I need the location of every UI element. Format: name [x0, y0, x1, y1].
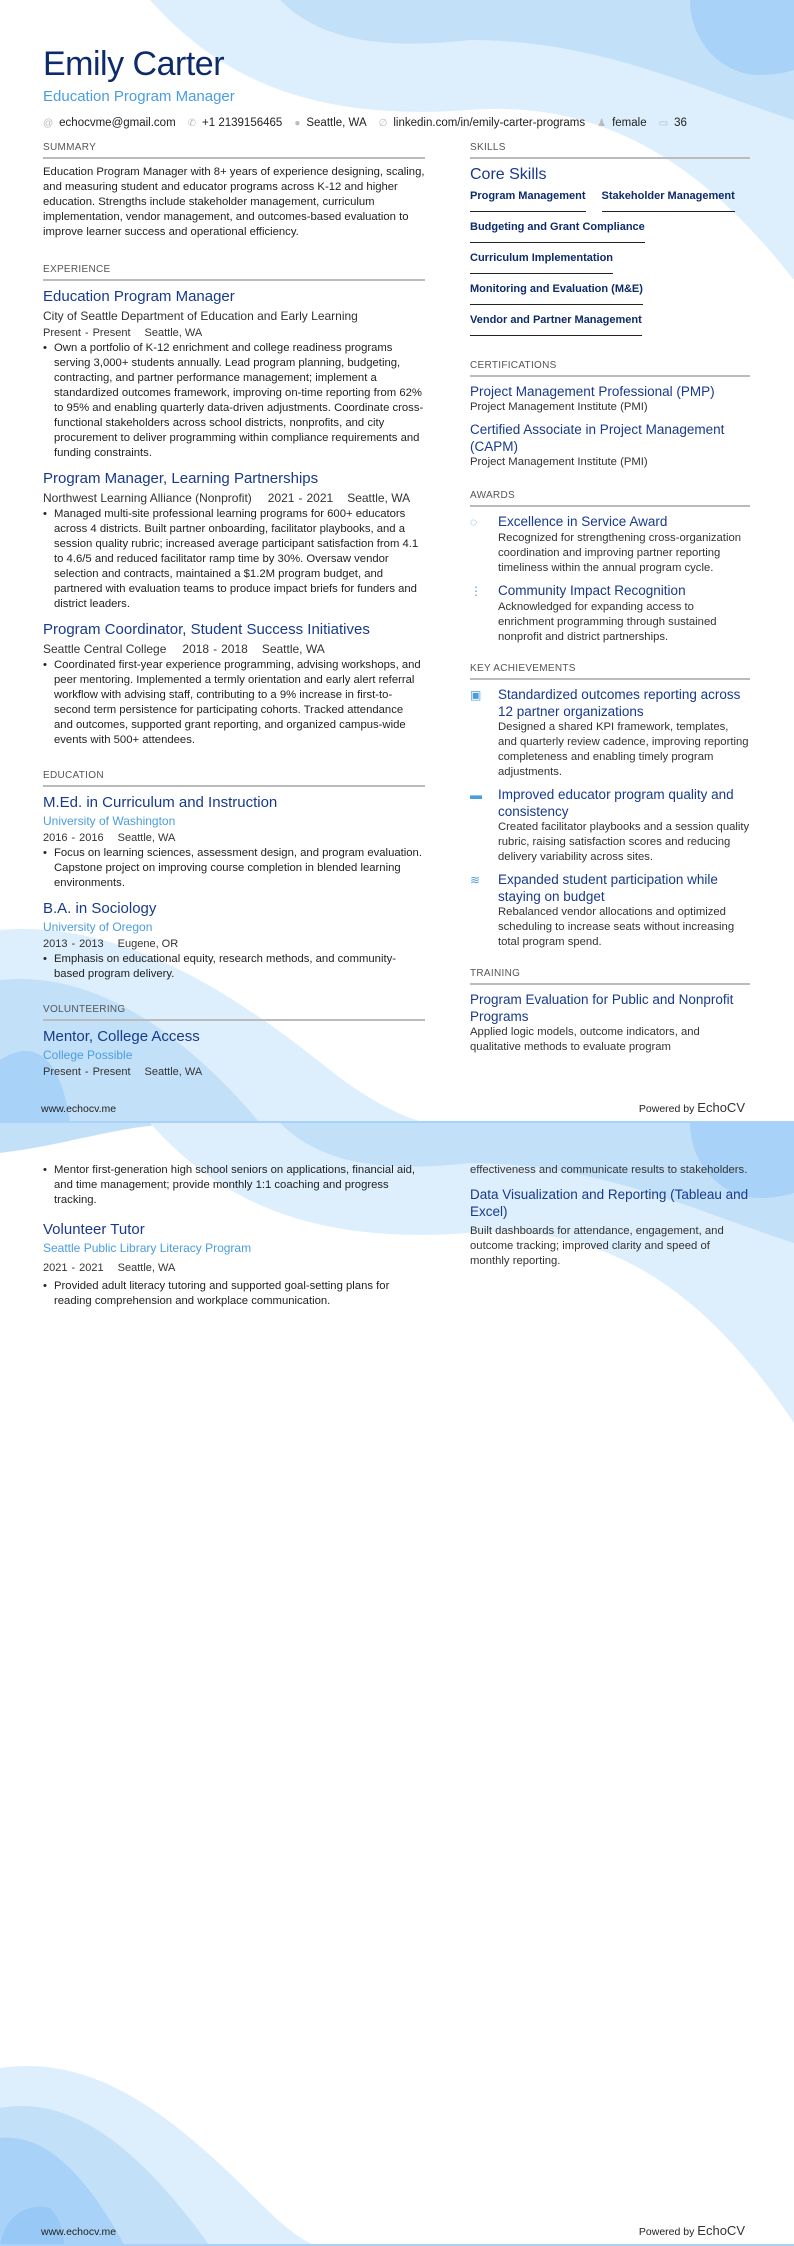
link-icon: ∅: [378, 117, 388, 129]
job-location: Seattle, WA: [347, 491, 411, 505]
page-footer: [41, 2223, 745, 2238]
start-date: Present: [43, 327, 81, 339]
job-meta: Present - Present Seattle, WA: [43, 327, 203, 339]
job-meta: Northwest Learning Alliance (Nonprofit) 2021 - 2021 Seattle, WA: [43, 491, 411, 505]
training-desc: Applied logic models, outcome indicators, and qualitative methods to evaluate program: [470, 1026, 700, 1053]
skill-tag: Vendor and Partner Management: [470, 313, 642, 336]
achievement-item: [470, 871, 750, 950]
skill-list: [470, 189, 750, 344]
certification-issuer: Project Management Institute (PMI): [470, 456, 648, 468]
award-title: Community Impact Recognition: [498, 583, 686, 598]
award-item: [470, 513, 750, 576]
start-date: 2018: [182, 642, 210, 656]
footer-powered-by: [639, 2223, 745, 2238]
section-heading: EXPERIENCE: [43, 264, 425, 281]
education-item: [43, 899, 425, 982]
start-date: 2016: [43, 832, 68, 844]
volunteering-item: [43, 1027, 425, 1080]
end-date: 2013: [79, 938, 104, 950]
candidate-title: Education Program Manager: [43, 88, 235, 105]
section-heading: CERTIFICATIONS: [470, 360, 750, 377]
experience-item: [43, 469, 425, 612]
powered-by-text: Powered by: [638, 1103, 695, 1115]
section-heading: AWARDS: [470, 490, 750, 507]
volunteer-bullet: • Mentor first-generation high school seniors on applications, financial aid, and time management; provide monthly 1:1 coaching and progress tracking.: [43, 1163, 425, 1208]
brand-logo: EchoCV: [697, 1100, 745, 1115]
right-column-continued: [470, 1163, 750, 1269]
contact-value: 36: [674, 117, 687, 129]
award-title: Excellence in Service Award: [498, 514, 668, 529]
section-heading: VOLUNTEERING: [43, 1004, 425, 1021]
job-bullet: • Managed multi-site professional learning programs for 600+ educators across 4 districts. Built partner onboarding, facilitator playbooks, and a session quality rubric; increased average participant satisfaction from 4.1 to 4.6/5 and reduced facilitator ramp time by 30%. Oversaw vendor selection and contracts, maintained a $1.2M program budget, and partnered with evaluation teams to produce impact briefs for funders and district leaders.: [43, 507, 425, 612]
contact-age: [659, 117, 687, 129]
training-desc: effectiveness and communicate results to stakeholders.: [470, 1164, 748, 1176]
at-icon: @: [43, 117, 54, 129]
brand-logo: EchoCV: [697, 2223, 745, 2238]
education-meta: 2013 - 2013 Eugene, OR: [43, 938, 179, 950]
section-heading: EDUCATION: [43, 770, 425, 787]
certification-item: [470, 421, 750, 470]
school: University of Washington: [43, 814, 176, 828]
job-org: Seattle Central College: [43, 642, 167, 656]
job-org: City of Seattle Department of Education and Early Learning: [43, 309, 358, 323]
job-location: Seattle, WA: [261, 642, 325, 656]
job-org: Northwest Learning Alliance (Nonprofit): [43, 491, 252, 505]
end-date: 2016: [79, 832, 104, 844]
contact-value: female: [612, 117, 647, 129]
left-column: [43, 142, 425, 1080]
end-date: 2018: [221, 642, 248, 656]
contact-list: [43, 117, 763, 129]
training-item: [470, 1186, 750, 1269]
database-icon: ≋: [470, 873, 481, 887]
job-bullet: • Own a portfolio of K-12 enrichment and college readiness programs serving 3,000+ students annually. Lead program planning, budgeting, contracting, and partner performance management; implement a standardized outcomes framework, improving on-time reporting from 62% to 95% and enabling quarterly data-driven adjustments. Coordinate cross-functional stakeholders across school districts, nonprofits, and city procurement to deliver programming within compliance requirements and funding constraints.: [43, 341, 425, 461]
achievement-desc: Designed a shared KPI framework, templates, and quarterly review cadence, improving reporting completeness and enabling timely program adjustments.: [498, 721, 749, 778]
volunteer-org: Seattle Public Library Literacy Program: [43, 1241, 252, 1255]
contact-gender: [597, 117, 647, 129]
footer-powered-by: [639, 1100, 745, 1115]
location-icon: ●: [294, 117, 301, 129]
achievement-item: [470, 786, 750, 865]
achievement-desc: Rebalanced vendor allocations and optimized scheduling to increase seats without increasing total program spend.: [498, 906, 735, 948]
contact-value: linkedin.com/in/emily-carter-programs: [393, 117, 586, 129]
page-footer: [41, 1100, 745, 1115]
volunteer-org: College Possible: [43, 1048, 133, 1062]
volunteer-role: Volunteer Tutor: [43, 1221, 145, 1238]
certification-name: Certified Associate in Project Management (CAPM): [470, 422, 725, 454]
footer-site-link[interactable]: www.echocv.me: [41, 2226, 117, 2238]
resume-page-2: [0, 1123, 794, 2246]
footer-site-link[interactable]: www.echocv.me: [41, 1103, 117, 1115]
degree: M.Ed. in Curriculum and Instruction: [43, 794, 278, 811]
job-location: Seattle, WA: [144, 327, 203, 339]
contact-value: +1 2139156465: [202, 117, 283, 129]
start-date: 2021: [43, 1262, 68, 1274]
section-heading: SUMMARY: [43, 142, 425, 159]
experience-item: [43, 287, 425, 461]
skill-tag: Monitoring and Evaluation (M&E): [470, 282, 643, 305]
contact-linkedin[interactable]: [379, 117, 585, 129]
phone-icon: ✆: [187, 117, 197, 129]
achievement-item: [470, 686, 750, 780]
start-date: Present: [43, 1066, 81, 1078]
skill-tag: Budgeting and Grant Compliance: [470, 220, 645, 243]
header: [43, 44, 763, 129]
start-date: 2013: [43, 938, 68, 950]
start-date: 2021: [267, 491, 295, 505]
training-desc: Built dashboards for attendance, engagement, and outcome tracking; improved clarity and speed of monthly reporting.: [470, 1225, 724, 1267]
education-location: Seattle, WA: [117, 832, 176, 844]
award-desc: Acknowledged for expanding access to enrichment programming through sustained nonprofit and district partnerships.: [498, 601, 717, 643]
training-title: Data Visualization and Reporting (Tableau and Excel): [470, 1187, 749, 1219]
achievement-title: Standardized outcomes reporting across 12 partner organizations: [498, 687, 741, 719]
person-icon: ♟: [597, 117, 607, 129]
job-bullet: • Coordinated first-year experience programming, advising workshops, and peer mentoring. Implemented a termly orientation and early alert referral workflow with advising staff, contributing to a 9% increase in first-to-second term persistence for participating cohorts. Tracked attendance and outcomes, supported grant reporting, and organized campus-wide events with 500+ attendees.: [43, 658, 425, 748]
education-meta: 2016 - 2016 Seattle, WA: [43, 832, 176, 844]
contact-phone[interactable]: [188, 117, 283, 129]
section-heading: KEY ACHIEVEMENTS: [470, 663, 750, 680]
education-location: Eugene, OR: [117, 938, 179, 950]
calendar-icon: ▭: [658, 117, 669, 129]
certification-name: Project Management Professional (PMP): [470, 384, 715, 399]
bookmark-icon: ▣: [470, 688, 482, 702]
training-item: [470, 991, 750, 1055]
skill-tag: Stakeholder Management: [602, 189, 735, 212]
contact-value: Seattle, WA: [306, 117, 367, 129]
training-title: Program Evaluation for Public and Nonprofit Programs: [470, 992, 734, 1024]
achievement-title: Expanded student participation while staying on budget: [498, 872, 718, 904]
education-bullet: • Focus on learning sciences, assessment design, and program evaluation. Capstone project on improving course completion in blended learning environments.: [43, 846, 425, 891]
volunteer-meta: Present - Present Seattle, WA: [43, 1066, 203, 1078]
degree: B.A. in Sociology: [43, 900, 157, 917]
education-item: [43, 793, 425, 891]
volunteer-bullet: • Provided adult literacy tutoring and supported goal-setting plans for reading comprehension and workplace communication.: [43, 1279, 425, 1309]
contact-value: echocvme@gmail.com: [59, 117, 176, 129]
dots-vertical-icon: ⋮: [470, 584, 482, 598]
volunteering-item: [43, 1220, 425, 1309]
section-heading: SKILLS: [470, 142, 750, 159]
experience-item: [43, 620, 425, 748]
end-date: 2021: [79, 1262, 104, 1274]
volunteer-meta: 2021 - 2021 Seattle, WA: [43, 1262, 176, 1274]
candidate-name: Emily Carter: [43, 45, 225, 83]
volunteer-location: Seattle, WA: [117, 1262, 176, 1274]
job-meta: Seattle Central College 2018 - 2018 Seattle, WA: [43, 642, 325, 656]
school: University of Oregon: [43, 920, 153, 934]
summary-text: Education Program Manager with 8+ years of experience designing, scaling, and measuring student and educator programs across K-12 and higher education. Strengths include stakeholder management, curriculum implementation, vendor management, and outcomes-based evaluation to improve learner success and operational efficiency.: [43, 166, 425, 238]
certification-issuer: Project Management Institute (PMI): [470, 401, 648, 413]
powered-by-text: Powered by: [638, 2226, 695, 2238]
skill-tag: Program Management: [470, 189, 586, 212]
left-column-continued: [43, 1163, 425, 1309]
contact-email[interactable]: [43, 117, 176, 129]
achievement-title: Improved educator program quality and consistency: [498, 787, 734, 819]
dotted-circle-icon: ◌: [470, 515, 478, 529]
skill-group-title: Core Skills: [470, 166, 547, 183]
job-title: Education Program Manager: [43, 288, 235, 305]
job-title: Program Coordinator, Student Success Initiatives: [43, 621, 370, 638]
award-item: [470, 582, 750, 645]
skill-tag: Curriculum Implementation: [470, 251, 613, 274]
archive-icon: ▬: [470, 788, 482, 802]
end-date: Present: [92, 1066, 131, 1078]
volunteer-role: Mentor, College Access: [43, 1028, 200, 1045]
job-title: Program Manager, Learning Partnerships: [43, 470, 319, 487]
education-bullet: • Emphasis on educational equity, research methods, and community-based program delivery.: [43, 952, 425, 982]
right-column: [470, 142, 750, 1055]
contact-location: [294, 117, 366, 129]
section-heading: TRAINING: [470, 968, 750, 985]
volunteer-location: Seattle, WA: [144, 1066, 203, 1078]
end-date: Present: [92, 327, 131, 339]
certification-item: [470, 383, 750, 415]
award-desc: Recognized for strengthening cross-organization coordination and improving partner reporting timeliness within the annual program cycle.: [498, 532, 742, 574]
achievement-desc: Created facilitator playbooks and a session quality rubric, raising satisfaction scores and reducing delivery variability across sites.: [498, 821, 750, 863]
end-date: 2021: [306, 491, 334, 505]
